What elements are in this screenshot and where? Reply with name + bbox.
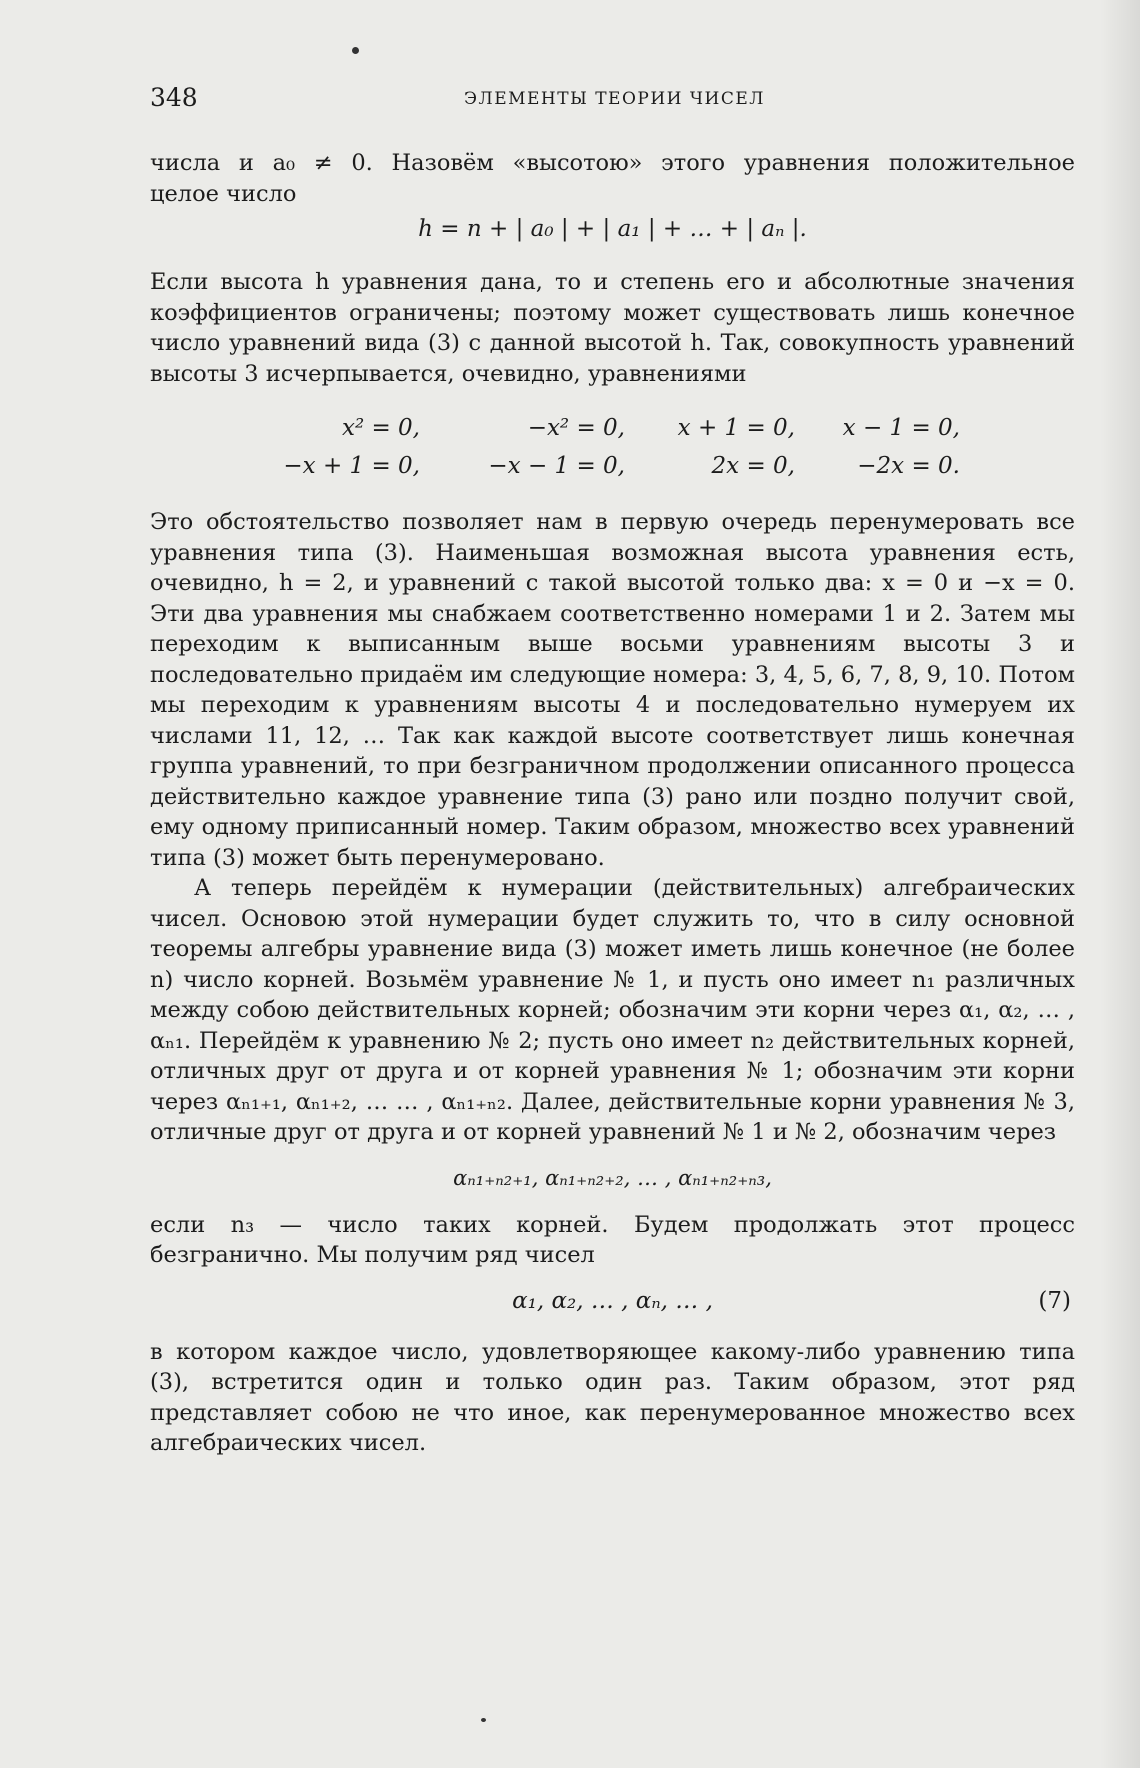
paragraph: числа и a₀ ≠ 0. Назовём «высотою» этого уравнения положительное (150, 150, 1075, 176)
ink-dot (352, 47, 359, 54)
page-header (150, 83, 1070, 113)
equation: −2x = 0. (857, 453, 960, 479)
equation-row (150, 447, 1075, 485)
equation-row (150, 409, 1075, 447)
equation: x − 1 = 0, (842, 415, 960, 441)
page-edge-shadow (1100, 0, 1140, 1768)
equation-number: (7) (1038, 1287, 1071, 1314)
equation: −x² = 0, (527, 415, 625, 441)
equation: −x + 1 = 0, (283, 453, 420, 479)
equation: −x − 1 = 0, (488, 453, 625, 479)
paragraph: Если высота h уравнения дана, то и степень его и абсолютные значения коэффициентов ограничены; поэтому может существовать лишь конечное число уравнений вида (3) с данной высотой h. Так, совокупность уравнений высоты 3 исчерпывается, очевидно, уравнениями (150, 269, 1075, 387)
equation: x² = 0, (341, 415, 420, 441)
page-body (150, 148, 1075, 1459)
equation: x + 1 = 0, (677, 415, 795, 441)
ink-dot (481, 1718, 486, 1722)
paragraph: если n₃ — число таких корней. Будем продолжать этот процесс безгранично. Мы получим ряд чисел (150, 1211, 1075, 1268)
equations-height-3 (150, 409, 1075, 485)
running-title: ЭЛЕМЕНТЫ ТЕОРИИ ЧИСЕЛ (464, 89, 765, 109)
height-formula: h = n + | a₀ | + | a₁ | + … + | aₙ |. (418, 216, 807, 242)
page-number: 348 (150, 83, 198, 112)
number-series (150, 1283, 1075, 1319)
paragraph: целое число (150, 180, 297, 207)
paragraph: А теперь перейдём к нумерации (действительных) алгебраических чисел. Основою этой нумерации будет служить то, что в силу основной теоремы алгебры уравнение вида (3) может иметь лишь конечное (не более n) число корней. Возьмём уравнение № 1, и пусть оно имеет n₁ различных между собою действительных корней; обозначим эти корни через α₁, α₂, … , αₙ₁. Перейдём к уравнению № 2; пусть оно имеет n₂ действительных корней, отличных друг от друга и от корней уравнения № 1; обозначим эти корни через αₙ₁₊₁, αₙ₁₊₂, … … , αₙ₁₊ₙ₂. Далее, действительные корни уравнения № 3, отличные друг от друга и от корней уравнений № 1 и № 2, обозначим через (150, 875, 1075, 1145)
equation: 2x = 0, (711, 453, 795, 479)
alpha-formula: αₙ₁₊ₙ₂₊₁, αₙ₁₊ₙ₂₊₂, … , αₙ₁₊ₙ₂₊ₙ₃, (453, 1165, 772, 1190)
series-formula: α₁, α₂, … , αₙ, … , (512, 1287, 713, 1314)
paragraph: Это обстоятельство позволяет нам в первую очередь перенумеровать все уравнения типа (3). Наименьшая возможная высота уравнения есть, очевидно, h = 2, и уравнений с такой высотой только два: x = 0 и −x = 0. Эти два уравнения мы снабжаем соответственно номерами 1 и 2. Затем мы переходим к выписанным выше восьми уравнениям высоты 3 и последовательно придаём им следующие номера: 3, 4, 5, 6, 7, 8, 9, 10. Потом мы переходим к уравнениям высоты 4 и последовательно нумеруем их числами 11, 12, … Так как каждой высоте соответствует лишь конечная группа уравнений, то при безграничном продолжении описанного процесса действительно каждое уравнение типа (3) рано или поздно получит свой, ему одному приписанный номер. Таким образом, множество всех уравнений типа (3) может быть перенумеровано. (150, 509, 1075, 871)
paragraph: в котором каждое число, удовлетворяющее какому-либо уравнению типа (3), встретится один и только один раз. Таким образом, этот ряд представляет собою не что иное, как перенумерованное множество всех алгебраических чисел. (150, 1338, 1075, 1456)
